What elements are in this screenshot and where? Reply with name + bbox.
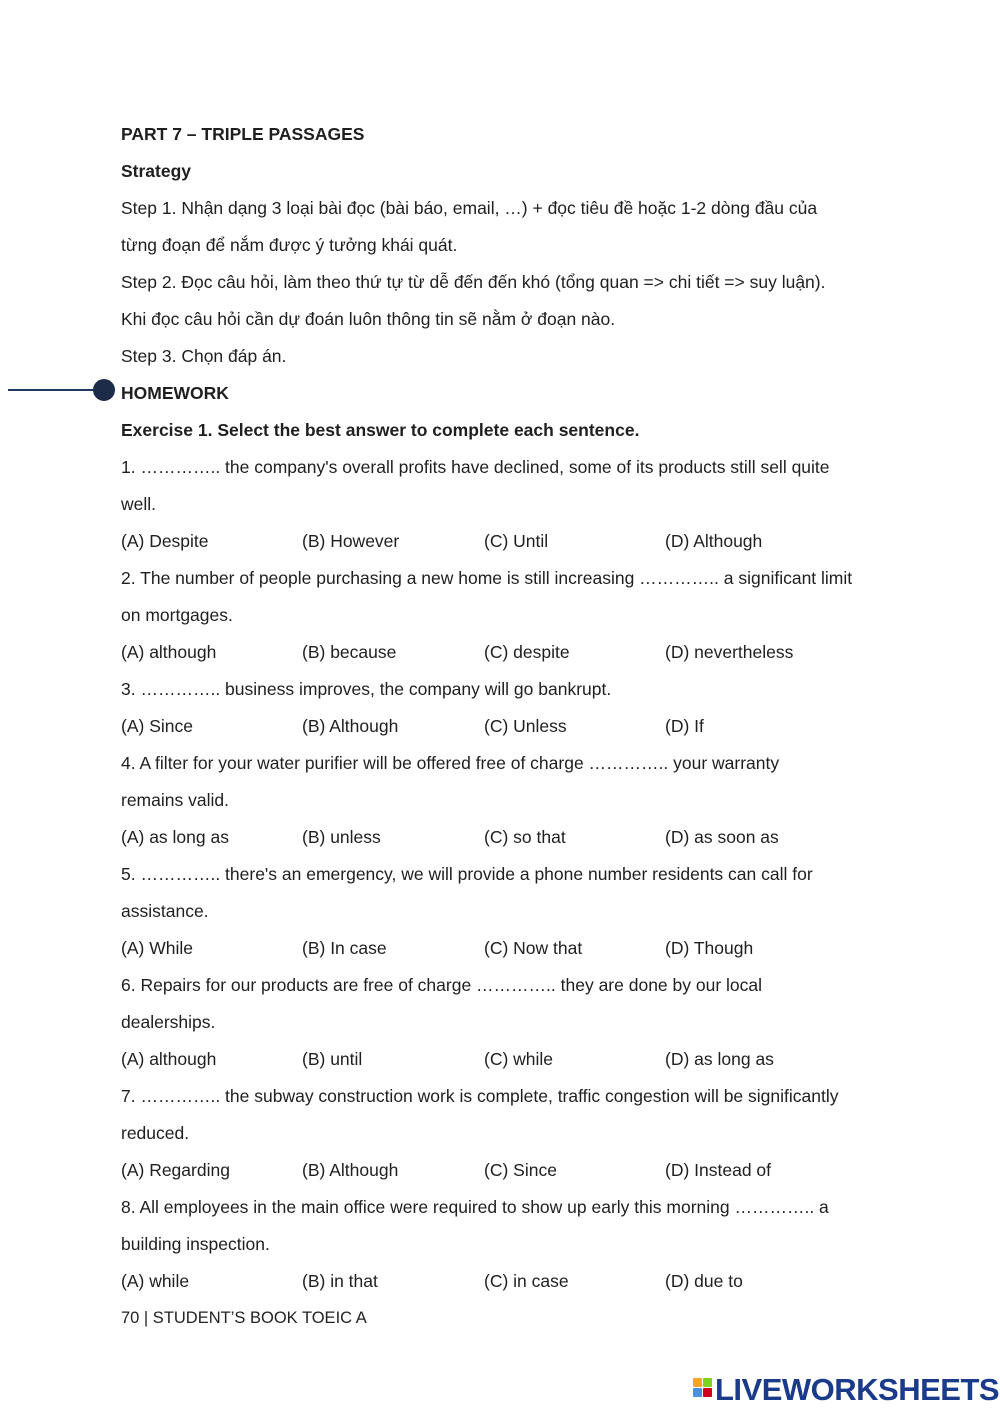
question-6-option-d[interactable]: (D) as long as [665, 1049, 774, 1069]
question-7-option-c[interactable]: (C) Since [484, 1160, 557, 1180]
question-6-option-a[interactable]: (A) although [121, 1049, 217, 1069]
question-7-text-cont: reduced. [121, 1123, 190, 1143]
question-3-option-b[interactable]: (B) Although [302, 716, 399, 736]
question-1-option-b[interactable]: (B) However [302, 531, 400, 551]
part-title: PART 7 – TRIPLE PASSAGES [121, 124, 365, 144]
exercise-title: Exercise 1. Select the best answer to complete each sentence. [121, 420, 640, 440]
question-5-text-cont: assistance. [121, 901, 209, 921]
question-6-option-b[interactable]: (B) until [302, 1049, 363, 1069]
question-3-options [121, 715, 881, 737]
question-1-options [121, 530, 881, 552]
question-2-text-cont: on mortgages. [121, 605, 233, 625]
section-marker-line [8, 389, 98, 391]
question-5-option-d[interactable]: (D) Though [665, 938, 754, 958]
question-4-option-c[interactable]: (C) so that [484, 827, 566, 847]
question-8-option-c[interactable]: (C) in case [484, 1271, 569, 1291]
section-marker-dot [93, 379, 115, 401]
strategy-title: Strategy [121, 161, 192, 181]
question-1-text: 1. ………….. the company's overall profits have declined, some of its products still sell quite [121, 457, 830, 477]
question-6-text: 6. Repairs for our products are free of charge ………….. they are done by our local [121, 975, 763, 995]
question-7-options [121, 1159, 881, 1181]
page-footer: 70 | STUDENT’S BOOK TOEIC A [121, 1309, 367, 1327]
question-8-text: 8. All employees in the main office were required to show up early this morning ………….. a [121, 1197, 829, 1217]
question-4-text-cont: remains valid. [121, 790, 229, 810]
question-3-option-d[interactable]: (D) If [665, 716, 704, 736]
question-2-option-a[interactable]: (A) although [121, 642, 217, 662]
question-3-text: 3. ………….. business improves, the company will go bankrupt. [121, 679, 612, 699]
strategy-step1-line1: Step 1. Nhận dạng 3 loại bài đọc (bài báo, email, …) + đọc tiêu đề hoặc 1-2 dòng đầu của [121, 198, 818, 218]
question-4-options [121, 826, 881, 848]
question-8-text-cont: building inspection. [121, 1234, 270, 1254]
question-1-option-c[interactable]: (C) Until [484, 531, 549, 551]
question-5-option-c[interactable]: (C) Now that [484, 938, 583, 958]
question-2-options [121, 641, 881, 663]
question-6-options [121, 1048, 881, 1070]
question-1-option-a[interactable]: (A) Despite [121, 531, 209, 551]
question-4-option-a[interactable]: (A) as long as [121, 827, 229, 847]
question-8-option-d[interactable]: (D) due to [665, 1271, 743, 1291]
question-1-text-cont: well. [121, 494, 157, 514]
question-5-options [121, 937, 881, 959]
question-2-option-b[interactable]: (B) because [302, 642, 397, 662]
strategy-step3: Step 3. Chọn đáp án. [121, 346, 287, 366]
question-2-text: 2. The number of people purchasing a new home is still increasing ………….. a significant limit [121, 568, 853, 588]
strategy-step1-line2: từng đoạn để nắm được ý tưởng khái quát. [121, 235, 458, 255]
question-5-option-a[interactable]: (A) While [121, 938, 193, 958]
liveworksheets-logo-text: LIVEWORKSHEETS [715, 1372, 1000, 1407]
question-3-option-a[interactable]: (A) Since [121, 716, 193, 736]
question-8-option-b[interactable]: (B) in that [302, 1271, 378, 1291]
question-2-option-d[interactable]: (D) nevertheless [665, 642, 794, 662]
question-4-text: 4. A filter for your water purifier will be offered free of charge ………….. your warranty [121, 753, 780, 773]
question-7-text: 7. ………….. the subway construction work is complete, traffic congestion will be significantly [121, 1086, 839, 1106]
question-5-option-b[interactable]: (B) In case [302, 938, 387, 958]
question-6-option-c[interactable]: (C) while [484, 1049, 554, 1069]
question-7-option-d[interactable]: (D) Instead of [665, 1160, 772, 1180]
question-3-option-c[interactable]: (C) Unless [484, 716, 567, 736]
question-4-option-b[interactable]: (B) unless [302, 827, 381, 847]
question-8-option-a[interactable]: (A) while [121, 1271, 190, 1291]
question-7-option-b[interactable]: (B) Although [302, 1160, 399, 1180]
question-6-text-cont: dealerships. [121, 1012, 216, 1032]
homework-title: HOMEWORK [121, 383, 229, 403]
question-4-option-d[interactable]: (D) as soon as [665, 827, 779, 847]
question-2-option-c[interactable]: (C) despite [484, 642, 570, 662]
liveworksheets-logo-icon [693, 1376, 713, 1404]
strategy-step2-line1: Step 2. Đọc câu hỏi, làm theo thứ tự từ dễ đến đến khó (tổng quan => chi tiết => suy luận). [121, 272, 826, 292]
question-5-text: 5. ………….. there's an emergency, we will provide a phone number residents can call for [121, 864, 813, 884]
question-1-option-d[interactable]: (D) Although [665, 531, 763, 551]
liveworksheets-logo [693, 1374, 999, 1406]
question-7-option-a[interactable]: (A) Regarding [121, 1160, 230, 1180]
question-8-options [121, 1270, 881, 1292]
strategy-step2-line2: Khi đọc câu hỏi cần dự đoán luôn thông tin sẽ nằm ở đoạn nào. [121, 309, 616, 329]
